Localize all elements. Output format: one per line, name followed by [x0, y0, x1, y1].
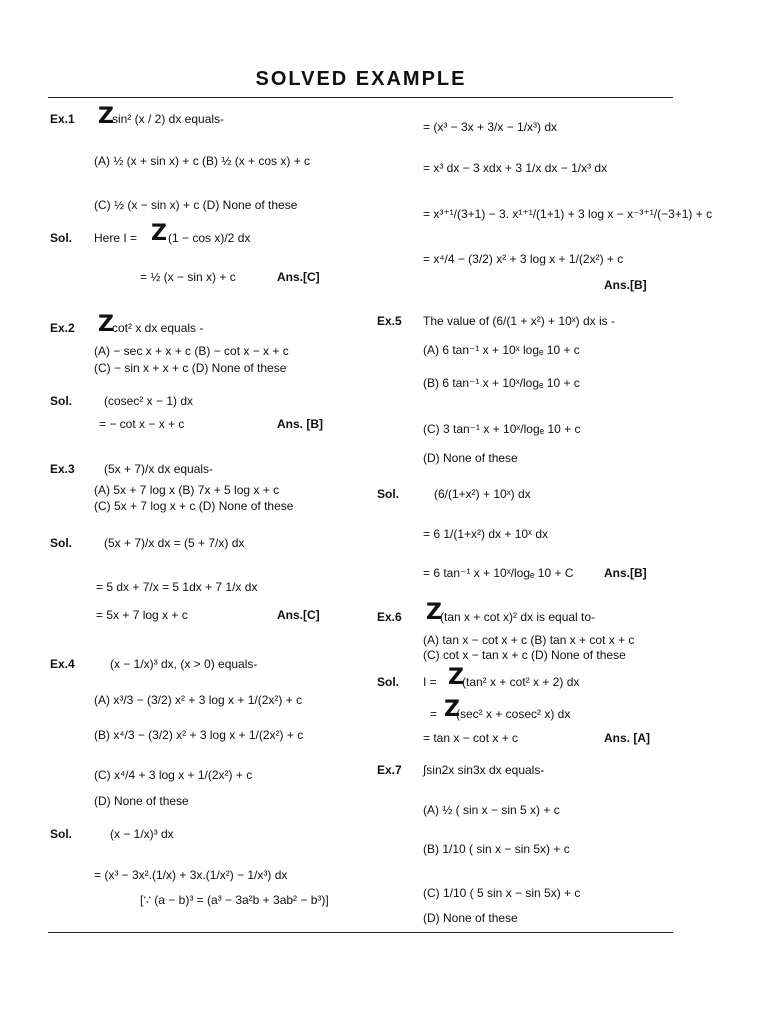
ex5-s2: = 6 1/(1+x²) dx + 10ˣ dx — [423, 527, 549, 541]
ex4-a: (A) x³/3 − (3/2) x² + 3 log x + 1/(2x²) + c — [94, 693, 303, 707]
ex1-s1int: Z — [151, 221, 167, 246]
ex4-d: (D) None of these — [94, 794, 189, 808]
ex1-sol-label: Sol. — [50, 231, 73, 245]
ex6-s1: (tan² x + cot² x + 2) dx — [462, 675, 580, 689]
ex3-sol-label: Sol. — [50, 536, 73, 550]
ex1-s1b: (1 − cos x)/2 dx — [168, 231, 251, 245]
ex6-ab: (A) tan x − cot x + c (B) tan x + cot x + c — [423, 633, 635, 647]
ex7-c: (C) 1/10 ( 5 sin x − sin 5x) + c — [423, 886, 581, 900]
ex3-s3: = 5x + 7 log x + c — [96, 608, 188, 622]
ex1-int: Z — [98, 104, 114, 129]
ex6-s2: (sec² x + cosec² x) dx — [456, 707, 571, 721]
ex5-label: Ex.5 — [377, 314, 402, 328]
ex4-s1: (x − 1/x)³ dx — [110, 827, 174, 841]
r-s7: = x⁴/4 − (3/2) x² + 3 log x + 1/(2x²) + c — [423, 252, 624, 266]
ex4-s3: [∵ (a − b)³ = (a³ − 3a²b + 3ab² − b³)] — [140, 893, 329, 907]
ex5-sol-label: Sol. — [377, 487, 400, 501]
ex2-s1: (cosec² x − 1) dx — [104, 394, 194, 408]
ex4-b: (B) x⁴/3 − (3/2) x² + 3 log x + 1/(2x²) + c — [94, 728, 304, 742]
ex2-label: Ex.2 — [50, 321, 75, 335]
ex5-q: The value of (6/(1 + x²) + 10ˣ) dx is - — [423, 314, 616, 328]
ex3-s1: (5x + 7)/x dx = (5 + 7/x) dx — [104, 536, 245, 550]
ex1-s2: = ½ (x − sin x) + c — [140, 270, 236, 284]
ex5-b: (B) 6 tan⁻¹ x + 10ˣ/logₑ 10 + c — [423, 376, 580, 390]
ex2-sol-label: Sol. — [50, 394, 73, 408]
ex5-a: (A) 6 tan⁻¹ x + 10ˣ logₑ 10 + c — [423, 343, 580, 357]
ex4-c: (C) x⁴/4 + 3 log x + 1/(2x²) + c — [94, 768, 253, 782]
ex7-q: ∫sin2x sin3x dx equals- — [423, 763, 545, 777]
ex7-d: (D) None of these — [423, 911, 518, 925]
ex6-s2int: Z — [444, 697, 460, 722]
ex6-s3: = tan x − cot x + c — [423, 731, 519, 745]
ex7-label: Ex.7 — [377, 763, 402, 777]
title-underline — [48, 97, 673, 98]
ex5-s3: = 6 tan⁻¹ x + 10ˣ/logₑ 10 + C — [423, 566, 574, 580]
ex2-q: cot² x dx equals - — [112, 321, 204, 335]
ex6-int: Z — [426, 600, 442, 625]
r-s6: = x³⁺¹/(3+1) − 3. x¹⁺¹/(1+1) + 3 log x − x⁻³⁺¹/(−3+1) + c — [423, 207, 713, 221]
ex7-a: (A) ½ ( sin x − sin 5 x) + c — [423, 803, 560, 817]
ex5-ans: Ans.[B] — [604, 566, 647, 580]
page-title: SOLVED EXAMPLE — [255, 68, 467, 90]
ex6-s1a: I = — [423, 675, 437, 689]
ex2-s2: = − cot x − x + c — [99, 417, 185, 431]
ex4-q: (x − 1/x)³ dx, (x > 0) equals- — [110, 657, 258, 671]
ex1-a: (A) ½ (x + sin x) + c (B) ½ (x + cos x) + c — [94, 154, 311, 168]
ex6-sol-label: Sol. — [377, 675, 400, 689]
ex2-ab: (A) − sec x + x + c (B) − cot x − x + c — [94, 344, 289, 358]
ex4-sol-label: Sol. — [50, 827, 73, 841]
ex3-ans: Ans.[C] — [277, 608, 320, 622]
ex7-b: (B) 1/10 ( sin x − sin 5x) + c — [423, 842, 570, 856]
bottom-rule — [48, 932, 673, 933]
ex2-int: Z — [98, 312, 114, 337]
ex6-ans: Ans. [A] — [604, 731, 650, 745]
ex3-s2: = 5 dx + 7/x = 5 1dx + 7 1/x dx — [96, 580, 258, 594]
ex1-s1a: Here I = — [94, 231, 138, 245]
ex3-q: (5x + 7)/x dx equals- — [104, 462, 214, 476]
ex6-s1int: Z — [448, 665, 464, 690]
ex4-s2: = (x³ − 3x².(1/x) + 3x.(1/x²) − 1/x³) dx — [94, 868, 288, 882]
r-s5: = x³ dx − 3 xdx + 3 1/x dx − 1/x³ dx — [423, 161, 608, 175]
ex3-label: Ex.3 — [50, 462, 75, 476]
ex4-label: Ex.4 — [50, 657, 75, 671]
ex6-label: Ex.6 — [377, 610, 402, 624]
ex3-ab: (A) 5x + 7 log x (B) 7x + 5 log x + c — [94, 483, 280, 497]
ex1-ans: Ans.[C] — [277, 270, 320, 284]
ex3-cd: (C) 5x + 7 log x + c (D) None of these — [94, 499, 294, 513]
ex6-q: (tan x + cot x)² dx is equal to- — [440, 610, 596, 624]
ex2-cd: (C) − sin x + x + c (D) None of these — [94, 361, 287, 375]
ex5-d: (D) None of these — [423, 451, 518, 465]
ex1-c: (C) ½ (x − sin x) + c (D) None of these — [94, 198, 298, 212]
ex5-s1: (6/(1+x²) + 10ˣ) dx — [434, 487, 531, 501]
ex1-q: sin² (x / 2) dx equals- — [112, 112, 225, 126]
ex6-s2a: = — [430, 707, 438, 721]
r-s4: = (x³ − 3x + 3/x − 1/x³) dx — [423, 120, 558, 134]
ex1-label: Ex.1 — [50, 112, 75, 126]
ex5-c: (C) 3 tan⁻¹ x + 10ˣ/logₑ 10 + c — [423, 422, 581, 436]
r-ans4: Ans.[B] — [604, 278, 647, 292]
ex2-ans: Ans. [B] — [277, 417, 323, 431]
ex6-cd: (C) cot x − tan x + c (D) None of these — [423, 648, 626, 662]
